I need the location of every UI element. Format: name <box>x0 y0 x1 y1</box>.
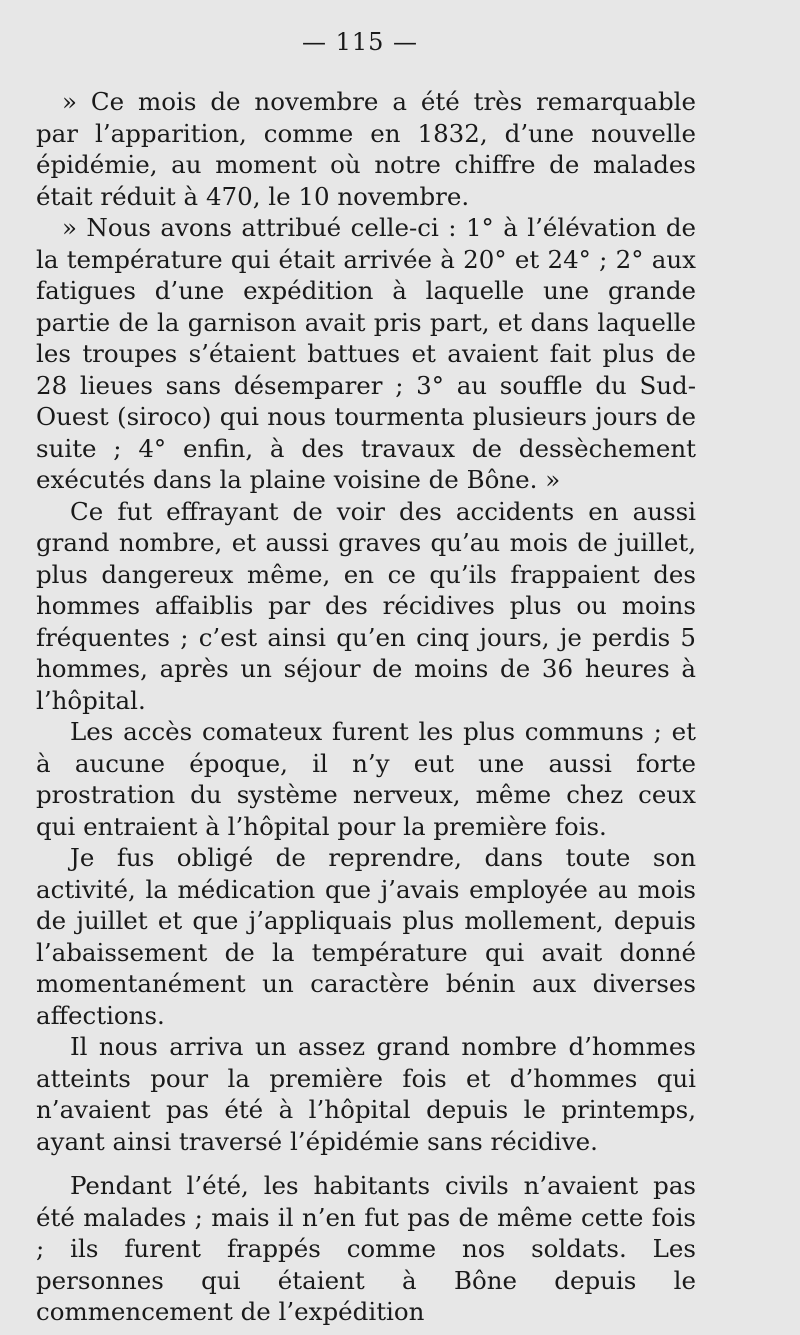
main-text-block <box>36 86 696 1157</box>
paragraph-1: » Ce mois de novembre a été très remarquable par l’apparition, comme en 1832, d’une nouvelle épidémie, au moment où notre chiffre de malades était réduit à 470, le 10 novembre. <box>36 87 696 211</box>
final-text-block <box>36 1170 696 1328</box>
paragraph-5: Je fus obligé de reprendre, dans toute son activité, la médication que j’avais employée au mois de juillet et que j’appliquais plus mollement, depuis l’abaissement de la température qui avait donné momentanément un caractère bénin aux diverses affections. <box>36 843 696 1030</box>
paragraph-3: Ce fut effrayant de voir des accidents en aussi grand nombre, et aussi graves qu’au mois de juillet, plus dangereux même, en ce qu’ils frappaient des hommes affaiblis par des récidives plus ou moins fréquentes ; c’est ainsi qu’en cinq jours, je perdis 5 hommes, après un séjour de moins de 36 heures à l’hôpital. <box>36 496 696 715</box>
page-number: — 115 — <box>301 28 419 56</box>
paragraph-7: Pendant l’été, les habitants civils n’avaient pas été malades ; mais il n’en fut pas de même cette fois ; ils furent frappés comme nos soldats. Les personnes qui étaient à Bône depuis le commencement de l’expédition <box>36 1171 696 1326</box>
paragraph-6: Il nous arriva un assez grand nombre d’hommes atteints pour la première fois et d’hommes qui n’avaient pas été à l’hôpital depuis le printemps, ayant ainsi traversé l’épidémie sans récidive. <box>36 1032 696 1156</box>
paragraph-4: Les accès comateux furent les plus communs ; et à aucune époque, il n’y eut une aussi forte prostration du système nerveux, même chez ceux qui entraient à l’hôpital pour la première fois. <box>36 717 696 841</box>
paragraph-2: » Nous avons attribué celle-ci : 1° à l’élévation de la température qui était arrivée à 20° et 24° ; 2° aux fatigues d’une expédition à laquelle une grande partie de la garnison avait pris part, et dans laquelle les troupes s’étaient battues et avaient fait plus de 28 lieues sans désemparer ; 3° au souffle du Sud-Ouest (siroco) qui nous tourmenta plusieurs jours de suite ; 4° enfin, à des travaux de dessèchement exécutés dans la plaine voisine de Bône. » <box>36 213 696 494</box>
